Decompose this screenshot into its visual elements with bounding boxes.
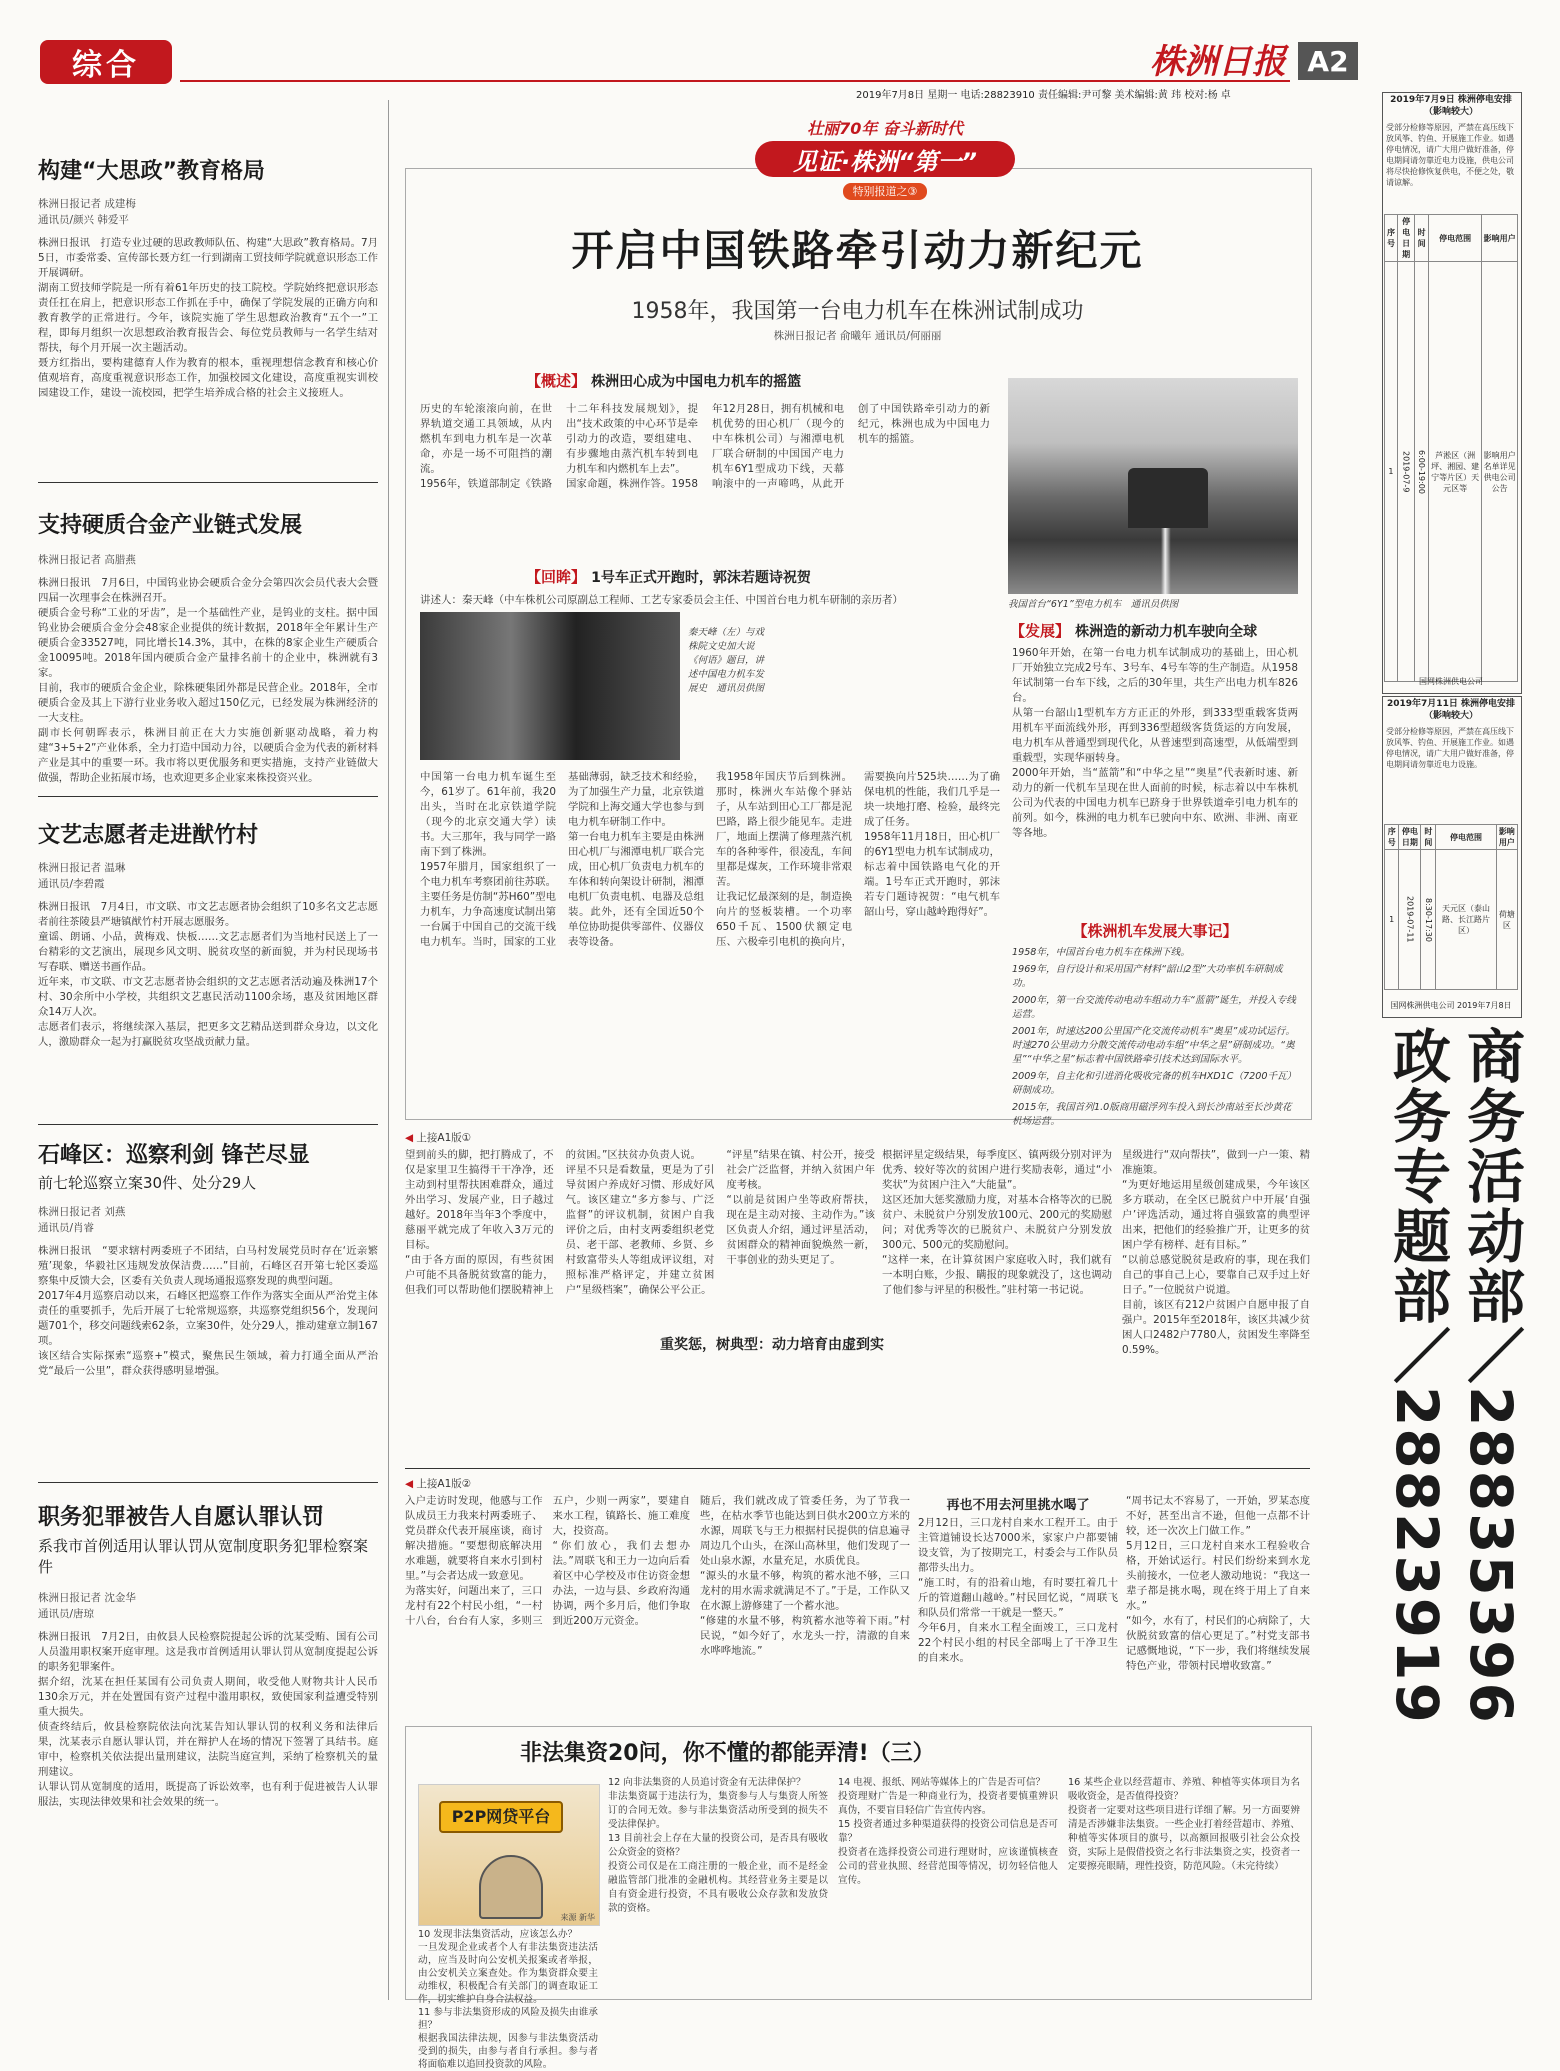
story-3-body: 株洲日报讯 7月4日，市文联、市文艺志愿者协会组织了10多名文艺志愿者前往茶陵县严塘镇猷竹村开展志愿服务。 童谣、朗诵、小品，黄梅戏、快板……文艺志愿者们为当地村民送上了一台精彩的文艺演出，展现乡风文明、脱贫攻坚的新面貌，并为村民现场书写春联、赠送书画作品。 近年来，市文联、市文艺志愿者协会组织的文艺志愿者活动遍及株洲17个村、30余所中小学校，共组织文艺惠民活动1100余场，惠及贫困地区群众14万人次。 志愿者们表示，将继续深入基层，把更多文艺精品送到群众身边，以文化人，激励群众一起为打赢脱贫攻坚战贡献力量。 — [38, 901, 378, 1048]
cont2-body: 入户走访时发现，他感与工作队成员王力我来村两委班子、党员群众代表开展座谈，商讨解决措施。“要想彻底解决用水难题，就要将自来水引到村里。”与会者达成一致意见。 为落实好，问题出来了，三口龙村有22个村民小组，“一村十八台，台台有人家，多则三五户，少则一两家”，要建自来水工程，镇路长、施工难度大，投资高。 “你们放心，我们去想办法。”周联飞和王力一边向后看着区中心学校及市住访资金想办法，一边与县、乡政府沟通协调，两个多月后，他们争取到近200万元资金。 — [405, 1495, 690, 1627]
locomotive-shape — [1128, 468, 1208, 528]
cont2-title3: 再也不用去河里挑水喝了 — [946, 1498, 1090, 1513]
story-1-title: 构建“大思政”教育格局 — [38, 159, 265, 184]
p2p-figure-icon — [479, 1855, 543, 1919]
sched1-col-header: 序号 — [1385, 215, 1398, 262]
story-1-byline: 株洲日报记者 成建梅 通讯员/颜兴 韩爱平 — [38, 198, 136, 226]
page-number: A2 — [1298, 42, 1358, 80]
sched2-col-header: 影响用户 — [1496, 825, 1517, 850]
p2p-graphic — [418, 1784, 600, 1926]
story-3-byline: 株洲日报记者 温琳 通讯员/李碧霞 — [38, 862, 126, 890]
feature-subhead: 1958年，我国第一台电力机车在株洲试制成功 — [631, 299, 1084, 324]
cont2-tag-label: 上接A1版② — [416, 1478, 472, 1490]
locomotive-photo — [1008, 378, 1298, 594]
sched1-row — [1385, 262, 1518, 682]
overview-header — [526, 370, 801, 391]
cont2-body2: 随后，我们就改成了管委任务，为了节我一些，在枯水季节也能达到日供水200立方米的水源，周联飞与王力根据村民提供的信息遍寻周边几个山头，在深山高林里，他们发现了一处山泉水源，水量充足，水质优良。 “源头的水量不够，构筑的蓄水池不够，三口龙村的用水需求就满足不了。”于是，工作队又在水源上游修建了一个蓄水池。 “修建的水量不够，构筑蓄水池等着下雨。”村民说，“如今好了，水龙头一拧，清澈的自来水哗哗地流。” — [700, 1495, 910, 1657]
story-5-subtitle: 系我市首例适用认罪认罚从宽制度职务犯罪检察案件 — [38, 1537, 369, 1576]
cont1-body: 望到前头的脚，把打腾成了，不仅是家里卫生搞得干干净净，还主动到村里帮扶困难群众，通过外出学习、发展产业，日子越过越好。2018年当年3个季度中，慈丽平就完成了年收入3万元的目标。 “由于各方面的原因，有些贫困户可能不具备脱贫致富的能力，但我们可以帮助他们摆脱精神上的贫困。”区扶贫办负责人说。 评星不只是看数量，更是为了引导贫困户养成好习惯、形成好风气。该区建立“多方参与、广泛监督”的评议机制，贫困户自我评价之后，由村支两委组织老党员、老干部、老教师、乡贤、乡村致富带头人等组成评议组，对照标准严格评定，并建立贫困户“星级档案”，确保公平公正。 “评星”结果在镇、村公开，接受社会广泛监督，并纳入贫困户年度考核。 “以前是贫困户坐等政府帮扶，现在是主动对接、主动作为。”该区负责人介绍，通过评星活动，贫困群众的精神面貌焕然一新，干事创业的劲头更足了。 — [405, 1149, 875, 1296]
events-title: 【株洲机车发展大事记】 — [1072, 922, 1238, 940]
sched1-col-header: 时间 — [1415, 215, 1429, 262]
sched2-header-row — [1385, 825, 1518, 850]
story-4-byline: 株洲日报记者 刘燕 通讯员/肖睿 — [38, 1206, 126, 1234]
develop-header — [1010, 620, 1257, 641]
dateline: 2019年7月8日 星期一 电话:28823910 责任编辑:尹可黎 美术编辑:黄 玮 校对:杨 卓 — [856, 90, 1231, 101]
event-item: 1958年，中国首台电力机车在株洲下线。 — [1012, 947, 1190, 958]
sched1-note: 受部分检修等原因，严禁在高压线下放风筝、钓鱼、开展施工作业。如遇停电情况，请广大用户做好准备，停电期间请勿靠近电力设施，供电公司将尽快抢修恢复供电，不便之处，敬请谅解。 — [1386, 123, 1514, 187]
review-speaker: 讲述人：秦天峰（中车株机公司原副总工程师、工艺专家委员会主任、中国首台电力机车研制的亲历者） — [420, 594, 903, 606]
sched2-cell: 2019-07-11 — [1399, 850, 1421, 990]
sched1-col-header: 停电范围 — [1429, 215, 1482, 262]
track-shape — [1098, 528, 1238, 594]
locomotive-caption: 我国首台“6Y1”型电力机车 通讯员供图 — [1008, 599, 1179, 610]
story-2-title: 支持硬质合金产业链式发展 — [38, 513, 303, 538]
cont2-tag — [405, 1476, 471, 1491]
story-2-rule — [38, 796, 378, 797]
sched1-cell: 芦淞区（洲坪、湘园、建宁等片区）天元区等 — [1429, 262, 1482, 682]
story-3-title: 文艺志愿者走进猷竹村 — [38, 823, 259, 848]
story-4-subtitle: 前七轮巡察立案30件、处分29人 — [38, 1174, 257, 1192]
story-2-body: 株洲日报讯 7月6日，中国钨业协会硬质合金分会第四次会员代表大会暨四届一次理事会在株洲召开。 硬质合金号称“工业的牙齿”，是一个基础性产业，是钨业的支柱。据中国钨业协会硬质合金分会48家企业提供的统计数据，2018年全年累计生产硬质合金33527吨，同比增长14.3%，其中，在株的8家企业生产硬质合金10095吨。2018年国内硬质合金产量排名前十的企业中，株洲就有3家。 目前，我市的硬质合金企业，除株硬集团外都是民营企业。2018年，全市硬质合金及其上下游行业业务收入超过150亿元，已经发展为株洲经济的一大支柱。 副市长何朝晖表示，株洲目前正在大力实施创新驱动战略，着力构建“3+5+2”产业体系，全力打造中国动力谷，以硬质合金为代表的新材料产业是其中的重要一环。我市将以更优服务和更实措施，支持产业链做大做强，帮助企业拓展市场，也欢迎更多企业家来株投资兴业。 — [38, 577, 378, 784]
story-5-byline: 株洲日报记者 沈金华 通讯员/唐琼 — [38, 1592, 136, 1620]
cont1-body2: 根据评星定级结果，每季度区、镇两级分别对评为优秀、较好等次的贫困户进行奖励表彰，通过“小奖状”为贫困户注入“大能量”。 这区还加大惩奖激励力度，对基本合格等次的已脱贫户、未脱贫户分别发放100元、200元的奖励慰问；对优秀等次的已脱贫户、未脱贫户分别发放300元、500元的奖励慰问。 “这样一来，在计算贫困户家庭收入时，我们就有一本明白账，少报、瞒报的现象就没了，这也调动了他们参与评星的积极性。”驻村第一书记说。 — [882, 1149, 1112, 1296]
cont1-rule — [405, 1468, 1310, 1469]
story-1-body: 株洲日报讯 打造专业过硬的思政教师队伍、构建“大思政”教育格局。7月5日，市委常委、宣传部长聂方红一行到湖南工贸技师学院就意识形态工作开展调研。 湖南工贸技师学院是一所有着61年历史的技工院校。学院始终把意识形态责任扛在肩上，把意识形态工作抓在手中，确保了学院发展的正确方向和教育教学的正常进行。今年，该院实施了学生思想政治教育“五个一”工程，即每月组织一次思想政治教育报告会、每位党员教师与一名学生结对帮扶，每个月开展一次主题活动。 聂方红指出，要构建德育人作为教育的根本，重视理想信念教育和核心价值观培育，高度重视意识形态工作，加强校园文化建设，高度重视实训校园建设工作，建设一流校园，把学生培养成合格的社会主义接班人。 — [38, 237, 378, 399]
sched2-col-header: 序号 — [1385, 825, 1399, 850]
paper-logo: 株洲日报 — [1150, 42, 1286, 82]
feature-headline: 开启中国铁路牵引动力新纪元 — [571, 226, 1144, 275]
develop-title: 株洲造的新动力机车驶向全球 — [1075, 624, 1258, 640]
sched2-cell: 1 — [1385, 850, 1399, 990]
sched2-cell: 荷塘区 — [1496, 850, 1517, 990]
story-2-byline: 株洲日报记者 高腊燕 — [38, 554, 136, 566]
qa-col-1: 10 发现非法集资活动，应该怎么办？ 一旦发现企业或者个人有非法集资违法活动，应当及时向公安机关报案或者举报，由公安机关立案查处。作为集资群众要主动维权，积极配合有关部门的调查取证工作，切实维护自身合法权益。 11 参与非法集资形成的风险及损失由谁承担？ 根据我国法律法规，因参与非法集资活动受到的损失，由参与者自行承担。参与者将面临难以追回投资款的风险。 — [418, 1929, 598, 2070]
section-tag — [40, 40, 172, 84]
sched1-col-header: 影响用户 — [1482, 215, 1518, 262]
story-3-rule — [38, 1124, 378, 1125]
event-item: 2001年，时速达200公里国产化交流传动机车“奥星”成功试运行。时速270公里动力分散交流传动电动车组“中华之星”研制成功。“奥星”“中华之星”标志着中国铁路牵引技术达到国际水平。 — [1012, 1026, 1295, 1065]
sched2-foot: 国网株洲供电公司 2019年7月8日 — [1390, 1001, 1512, 1010]
sched1-cell: 1 — [1385, 262, 1398, 682]
ad-government: 政务专题部／28823919 — [1383, 1026, 1451, 1725]
banner-sub: 特别报道之③ — [843, 183, 928, 200]
sched2-note: 受部分检修等原因，严禁在高压线下放风筝、钓鱼、开展施工作业。如遇停电情况，请广大用户做好准备，停电期间请勿靠近电力设施。 — [1386, 727, 1514, 769]
sched2-cell: 天元区（泰山路、长江路片区） — [1436, 850, 1496, 990]
p2p-credit: 来源 新华 — [560, 1913, 595, 1922]
sched2-title: 2019年7月11日 株洲停电安排（影响较大） — [1387, 699, 1515, 721]
masthead-rule — [180, 80, 1290, 82]
cont1-tag-label: 上接A1版① — [416, 1132, 472, 1144]
sched2-cell: 8:30-17:30 — [1421, 850, 1436, 990]
review-header — [526, 566, 811, 587]
event-item: 2000年，第一台交流传动电动车组动力车“蓝箭”诞生，并投入专线运营。 — [1012, 995, 1296, 1020]
sched2-col-header: 停电日期 — [1399, 825, 1421, 850]
sched1-table — [1384, 214, 1518, 682]
develop-tag: 【发展】 — [1010, 622, 1071, 640]
story-5-title: 职务犯罪被告人自愿认罪认罚 — [38, 1505, 325, 1530]
qa-col-4: 16 某些企业以经营超市、养殖、种植等实体项目为名吸收资金，是否值得投资？ 投资者一定要对这些项目进行详细了解。另一方面要辨清是否涉嫌非法集资。一些企业打着经营超市、养殖、种植等实体项目的旗号，以高额回报吸引社会公众投资，实际上是假借投资之名行非法集资之实，投资者一定要擦亮眼睛，理性投资，防范风险。（未完待续） — [1068, 1777, 1300, 1872]
sched2-col-header: 停电范围 — [1436, 825, 1496, 850]
review-title: 1号车正式开跑时，郭沫若题诗祝贺 — [591, 570, 811, 586]
p2p-label: P2P网贷平台 — [439, 1801, 563, 1833]
banner-main-text: 见证·株洲“第一” — [792, 147, 978, 176]
section-label: 综合 — [72, 48, 140, 83]
story-4-rule — [38, 1482, 378, 1483]
event-item: 1969年，自行设计和采用国产材料“韶山2型”大功率机车研制成功。 — [1012, 964, 1283, 989]
qa-col-2: 12 向非法集资的人员追讨资金有无法律保护？ 非法集资属于违法行为，集资参与人与集资人所签订的合同无效。参与非法集资活动所受到的损失不受法律保护。 13 目前社会上存在大量的投资公司，是否具有吸收公众资金的资格？ 投资公司仅是在工商注册的一般企业，而不是经金融监管部门批准的金融机构。其经营业务主要是以自有资金进行投资，不具有吸收公众存款和发放贷款的资格。 — [608, 1777, 828, 1914]
sched2-col-header: 时间 — [1421, 825, 1436, 850]
sched1-header-row — [1385, 215, 1518, 262]
review-tag: 【回眸】 — [526, 568, 587, 586]
overview-tag: 【概述】 — [526, 372, 587, 390]
feature-byline: 株洲日报记者 俞曦年 通讯员/何丽丽 — [773, 330, 942, 342]
feature-banner — [740, 116, 1030, 200]
sched1-cell: 6:00-19:00 — [1415, 262, 1429, 682]
story-4-title: 石峰区：巡察利剑 锋芒尽显 — [38, 1143, 310, 1168]
left-col-divider — [388, 100, 389, 2000]
cont2-body4: “周书记太不容易了，一开始，罗某态度不好，甚至出言不逊，但他一点都不计较，还一次次上门做工作。” 5月12日，三口龙村自来水工程验收合格，开始试运行。村民们纷纷来到水龙头前接水，一位老人激动地说：“我这一辈子都是挑水喝，现在终于用上了自来水。” “如今，水有了，村民们的心病除了，大伙脱贫致富的信心更足了。”村党支部书记感慨地说，“下一步，我们将继续发展特色产业，带领村民增收致富。” — [1126, 1495, 1310, 1672]
story-1-rule — [38, 482, 378, 483]
sched2-table — [1384, 824, 1518, 990]
review-body: 中国第一台电力机车诞生至今，61岁了。61年前，我20出头，当时在北京铁道学院（现今的北京交通大学）读书。大三那年，我与同学一路南下到了株洲。 1957年腊月，国家组织了一个电力机车考察团前往苏联。主要任务是仿制“苏H60”型电力机车，力争高速度试制出第一台属于中国自己的交流干线电力机车。当时，国家的工业基础薄弱，缺乏技术和经验，为了加强生产力量，北京铁道学院和上海交通大学也参与到电力机车研制工作中。 第一台电力机车主要是由株洲田心机厂与湘潭电机厂联合完成，田心机厂负责电力机车的车体和转向架设计研制，湘潭电机厂负责电机、电器及总组装。此外，还有全国近50个单位协助提供零部件、仪器仪表等设备。 我1958年国庆节后到株洲。那时，株洲火车站像个驿站子，从车站到田心工厂都是泥巴路，路上很少能见车。走进厂，地面上摆满了修理蒸汽机车的各种零件，很凌乱，车间里都是煤灰，工作环境非常艰苦。 让我记忆最深刻的是，制造换向片的竖板装槽。一个功率650千瓦、1500伏额定电压、六极牵引电机的换向片，需要换向片525块……为了确保电机的性能，我们几乎是一块一块地打磨、检验，最终完成了任务。 1958年11月18日，田心机厂的6Y1型电力机车试制成功，标志着中国铁路电气化的开端。1号车正式开跑时，郭沫若专门题诗祝贺：“电气机车韶山号，穿山越岭跑得好”。 — [420, 771, 1001, 948]
sched1-col-header: 停电日期 — [1397, 215, 1414, 262]
overview-body: 历史的车轮滚滚向前，在世界轨道交通工具领域，从内燃机车到电力机车是一次革命，亦是一场不可阻挡的潮流。 1956年，铁道部制定《铁路十二年科技发展规划》，提出“技术政策的中心环节是牵引动力的改造，要组建电、有步骤地由蒸汽机车转到电力机车和内燃机车上去”。 国家命题，株洲作答。1958年12月28日，拥有机械和电机优势的田心机厂（现今的中车株机公司）与湘潭电机厂联合研制的中国国产电力机车6Y1型成功下线，天幕响滚中的一声啼鸣，从此开创了中国铁路牵引动力的新纪元，株洲也成为中国电力机车的摇篮。 — [420, 403, 990, 490]
sched1-cell: 2019-07-9 — [1397, 262, 1414, 682]
ad-commerce: 商务活动部／28835396 — [1457, 1026, 1525, 1725]
overview-title: 株洲田心成为中国电力机车的摇篮 — [591, 374, 802, 390]
develop-body: 1960年开始，在第一台电力机车试制成功的基础上，田心机厂开始独立完成2号车、3号车、4号车等的生产制造。从1958年试制第一台车下线，之后的30年里，共生产出电力机车826台。 从第一台韶山1型机车方方正正的外形，到333型重载客货两用机车平面流线外形，再到336型超级客货货运的方向发展，电力机车从普通型到现代化，从普速型到高速型，从低端型到重载型，实现华丽转身。 2000年开始，当“蓝箭”和“中华之星”“奥星”代表新时速、新动力的新一代机车呈现在世人面前的时候，标志着以中车株机公司为代表的中国电力机车已跻身于世界铁道牵引电力机车的前列。如今，株洲的电力机车已驶向中东、欧洲、非洲、南亚等各地。 — [1012, 647, 1298, 839]
portrait-photo — [420, 612, 680, 760]
cont1-subhead: 重奖惩，树典型：动力培育由虚到实 — [660, 1330, 890, 1358]
cont2-body3: 2月12日，三口龙村自来水工程开工。由于主管道铺设长达7000米，家家户户都要铺设支管，为了按期完工，村委会与工作队员都带头出力。 “施工时，有的沿着山地，有时要扛着几十斤的管道翻山越岭。”村民回忆说，“周联飞和队员们常常一干就是一整天。” 今年6月，自来水工程全面竣工，三口龙村22个村民小组的村民全部喝上了干净卫生的自来水。 — [918, 1517, 1118, 1664]
events-list — [1012, 946, 1298, 1129]
banner-top: 壮丽70年 奋斗新时代 — [807, 119, 963, 138]
cont1-tag — [405, 1130, 471, 1145]
cont2-arrow-icon: ◀ — [405, 1478, 414, 1490]
event-item: 2015年，我国首列1.0版商用磁浮列车投入到长沙南站至长沙黄花机场运营。 — [1012, 1102, 1292, 1127]
banner-main — [755, 141, 1015, 177]
cont1-arrow-icon: ◀ — [405, 1132, 414, 1144]
portrait-caption: 秦天峰（左）与戏株院文史加大说《何语》题目，讲述中国电力机车发展史 通讯员供图 — [688, 627, 765, 694]
sched1-foot: 国网株洲供电公司 — [1419, 677, 1483, 686]
qa-col-3: 14 电视、报纸、网站等媒体上的广告是否可信？ 投资理财广告是一种商业行为，投资者要慎重辨识真伪，不要盲目轻信广告宣传内容。 15 投资者通过多种渠道获得的投资公司信息是否可靠？ 投资者在选择投资公司进行理财时，应该谨慎核查公司的营业执照、经营范围等情况，切勿轻信他人宣传。 — [838, 1777, 1058, 1886]
event-item: 2009年，自主化和引进消化吸收完备的机车HXD1C（7200千瓦）研制成功。 — [1012, 1071, 1297, 1096]
sched2-row — [1385, 850, 1518, 990]
banner-sub-wrap — [740, 180, 1030, 199]
sched1-cell: 影响用户名单详见供电公司公告 — [1482, 262, 1518, 682]
cont1-body3: 星级进行“双向帮扶”，做到一户一策、精准施策。 “为更好地运用星级创建成果，今年该区多方联动，在全区已脱贫户中开展‘自强户’评选活动，通过将自强致富的典型评出来，把他们的经验推广开，让更多的贫困户学有榜样、赶有目标。” “以前总感觉脱贫是政府的事，现在我们自己的事自己上心，要靠自己双手过上好日子。”一位脱贫户说道。 目前，该区有212户贫困户自愿申报了自强户。2015年至2018年，该区共减少贫困人口2482户7780人，贫困发生率降至0.59%。 — [1122, 1149, 1310, 1356]
qa-title: 非法集资20问，你不懂的都能弄清!（三） — [520, 1741, 935, 1766]
sched1-title: 2019年7月9日 株洲停电安排（影响较大） — [1390, 95, 1512, 117]
story-5-body: 株洲日报讯 7月2日，由攸县人民检察院提起公诉的沈某受贿、国有公司人员滥用职权案开庭审理。这是我市首例适用认罪认罚从宽制度提起公诉的职务犯罪案件。 据介绍，沈某在担任某国有公司负责人期间，收受他人财物共计人民币130余万元，并在处置国有资产过程中滥用职权，致使国家利益遭受特别重大损失。 侦查终结后，攸县检察院依法向沈某告知认罪认罚的权利义务和法律后果，沈某表示自愿认罪认罚，并在辩护人在场的情况下签署了具结书。庭审中，检察机关依法提出量刑建议，法院当庭宣判，采纳了检察机关的量刑建议。 认罪认罚从宽制度的适用，既提高了诉讼效率，也有利于促进被告人认罪服法，实现法律效果和社会效果的统一。 — [38, 1631, 378, 1808]
story-4-body: 株洲日报讯 “要求辖村两委班子不团结，白马村发展党员时存在‘近亲繁殖’现象，华毅社区违规发放保洁费……”目前，石峰区召开第七轮区委巡察集中反馈大会，区委有关负责人现场通报巡察发现的典型问题。 2017年4月巡察启动以来，石峰区把巡察工作作为落实全面从严治党主体责任的重要抓手，先后开展了七轮常规巡察，共巡察党组织56个，发现问题701个，移交问题线索62条，立案30件，处分29人，推动建章立制167项。 该区结合实际探索“巡察+”模式，聚焦民生领域，着力打通全面从严治党“最后一公里”，群众获得感明显增强。 — [38, 1245, 378, 1377]
